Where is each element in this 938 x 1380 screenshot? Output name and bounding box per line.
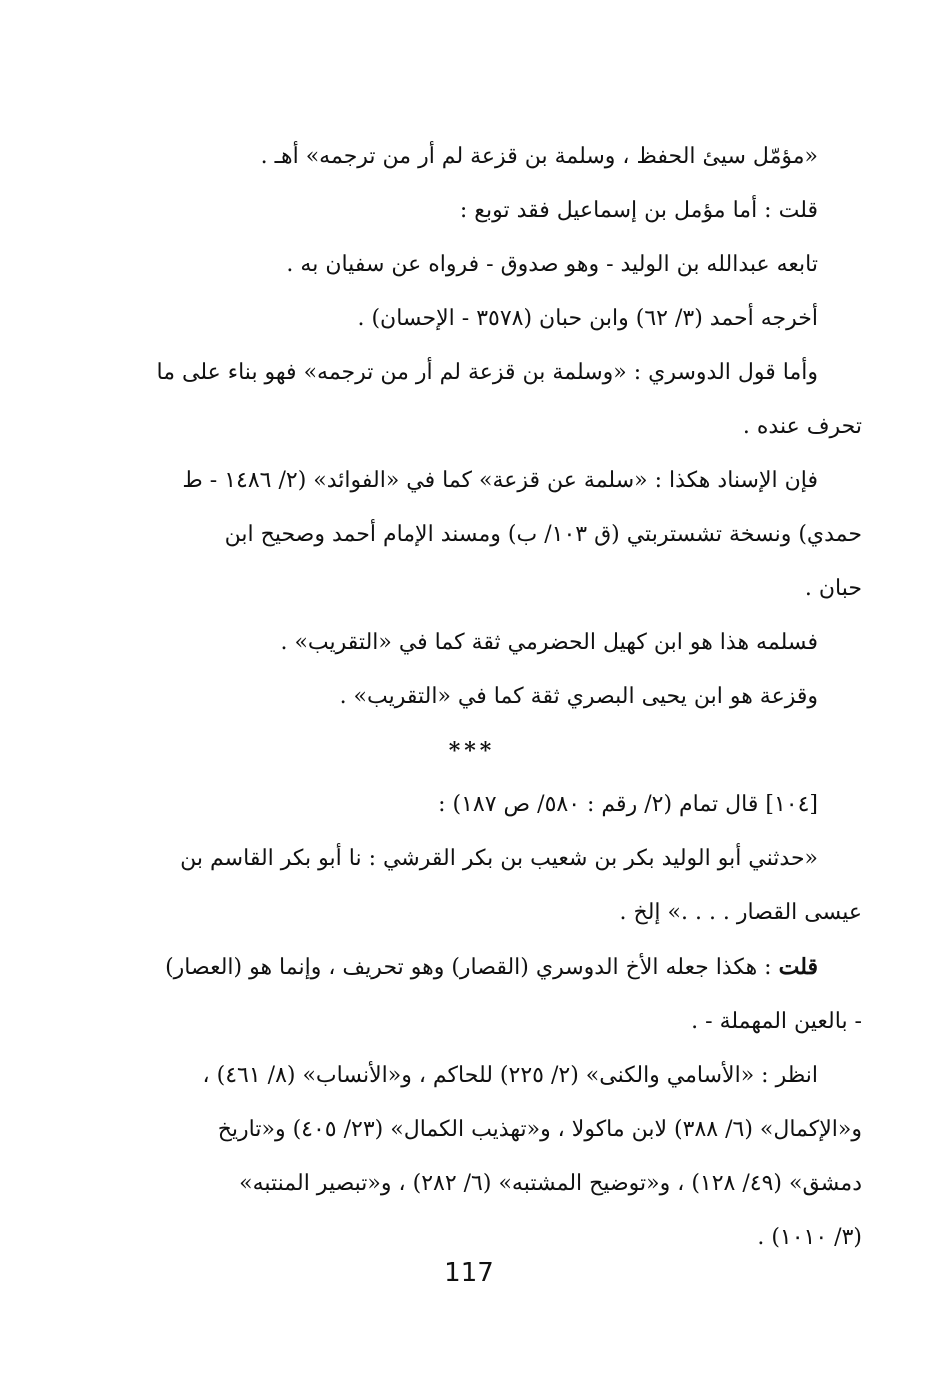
page-number: 117: [444, 1258, 494, 1288]
text-line: وأما قول الدوسري : «وسلمة بن قزعة لم أر من ترجمه» فهو بناء على ما: [156, 360, 818, 385]
text-line: و«الإكمال» (٦/ ٣٨٨) لابن ماكولا ، و«تهذيب الكمال» (٢٣/ ٤٠٥) و«تاريخ: [217, 1117, 862, 1142]
text-line: انظر : «الأسامي والكنى» (٢/ ٢٢٥) للحاكم ، و«الأنساب» (٨/ ٤٦١) ،: [202, 1063, 818, 1088]
text-line: تحرف عنده .: [742, 414, 862, 439]
page-body-text: [82, 130, 862, 1265]
section-separator: ***: [448, 738, 496, 764]
text-line: قلت : أما مؤمل بن إسماعيل فقد توبع :: [459, 198, 818, 223]
bold-lead-word: قلت: [778, 954, 818, 980]
text-line: حبان .: [804, 576, 862, 601]
text-line: دمشق» (٤٩/ ١٢٨) ، و«توضيح المشتبه» (٦/ ٢٨٢) ، و«تبصير المنتبه»: [239, 1171, 862, 1196]
text-line: «حدثني أبو الوليد بكر بن شعيب بن بكر القرشي : نا أبو بكر القاسم بن: [180, 846, 818, 871]
text-line: حمدي) ونسخة تشستربتي (ق ١٠٣/ ب) ومسند الإمام أحمد وصحيح ابن: [224, 522, 862, 547]
text-line-with-bold-lead: [82, 940, 862, 995]
text-line: [١٠٤] قال تمام (٢/ رقم : ٥٨٠/ ص ١٨٧) :: [438, 792, 818, 817]
text-line: أخرجه أحمد (٣/ ٦٢) وابن حبان (٣٥٧٨ - الإحسان) .: [357, 306, 818, 331]
text-line: - بالعين المهملة - .: [691, 1009, 862, 1034]
text-line: (٣/ ١٠١٠) .: [757, 1225, 862, 1250]
text-line: تابعه عبدالله بن الوليد - وهو صدوق - فرواه عن سفيان به .: [286, 252, 818, 277]
text-line: فسلمه هذا هو ابن كهيل الحضرمي ثقة كما في «التقريب» .: [280, 630, 818, 655]
text-line: «مؤمّل سيئ الحفظ ، وسلمة بن قزعة لم أر من ترجمه» أهـ .: [260, 144, 818, 169]
line-continuation: : هكذا جعله الأخ الدوسري (القصار) وهو تحريف ، وإنما هو (العصار): [165, 955, 779, 980]
text-line: فإن الإسناد هكذا : «سلمة عن قزعة» كما في «الفوائد» (٢/ ١٤٨٦ - ط: [182, 468, 818, 493]
text-line: وقزعة هو ابن يحيى البصري ثقة كما في «التقريب» .: [339, 684, 818, 709]
text-line: عيسى القصار . . . .» إلخ .: [619, 900, 862, 925]
